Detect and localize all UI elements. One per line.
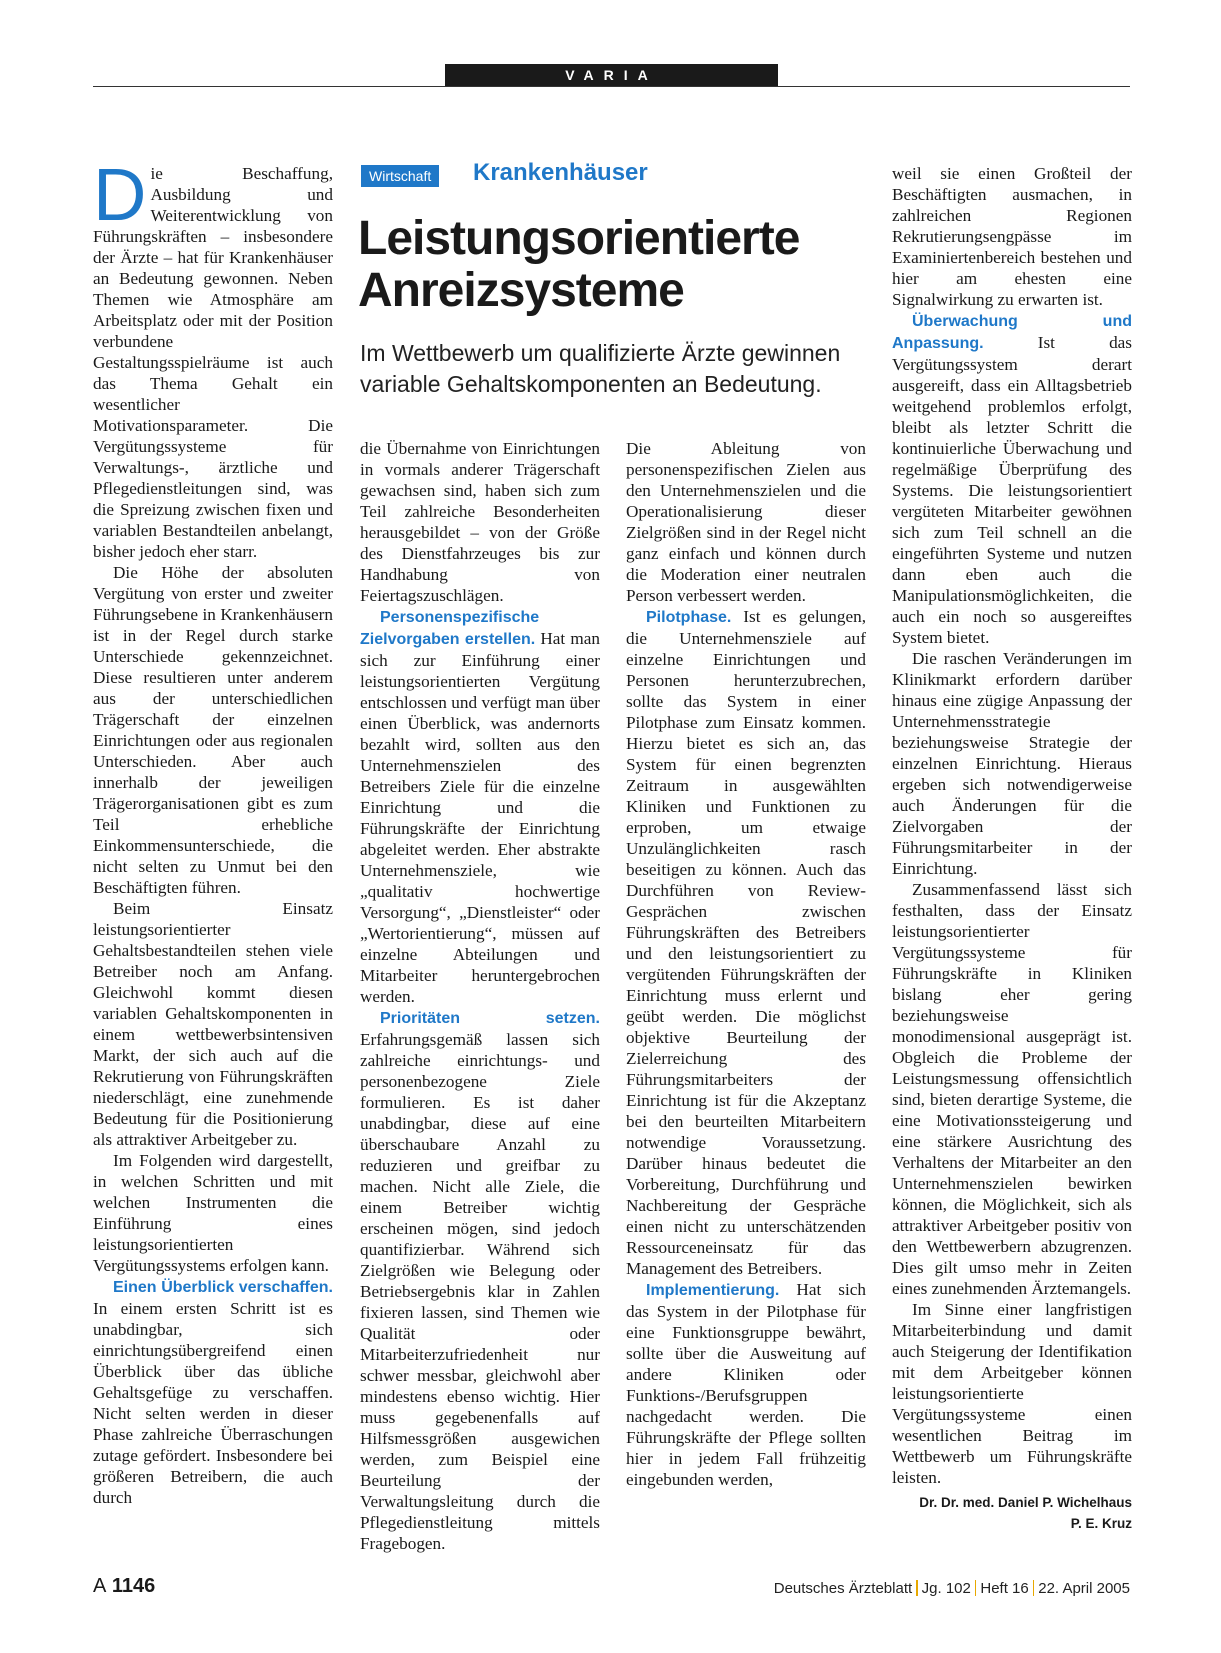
- paragraph: [93, 1276, 333, 1508]
- journal-name: Deutsches Ärzteblatt: [773, 1580, 913, 1597]
- header-rule: [93, 86, 1130, 87]
- paragraph: [360, 606, 600, 1007]
- separator: [916, 1580, 918, 1596]
- section-bar: VARIA: [445, 64, 778, 86]
- journal-issue: Heft 16: [980, 1580, 1029, 1597]
- paragraph: Im Sinne einer langfristigen Mitarbeiterbindung und damit auch Steigerung der Identifikation mit dem Arbeitgeber können leistungsorientierte Vergütungssysteme einen wesentlichen Beitrag im Wettbewerb um Führungskräfte leisten.: [892, 1300, 1132, 1487]
- title-line-1: Leistungsorientierte: [358, 212, 800, 265]
- paragraph-text: Ist es gelungen, die Unternehmensziele auf einzelne Einrichtungen und Personen herunterzubrechen, sollte das System in einer Pilotphase zum Einsatz kommen. Hierzu bietet es sich an, das System für einen begrenzten Zeitraum in ausgewählten Kliniken und Funktionen zu erproben, um etwaige Unzulänglichkeiten rasch beseitigen zu können. Auch das Durchführen von Review-Gesprächen zwischen Führungskräften des Betreibers und den leistungsorientiert zu vergütenden Führungskräften der Einrichtung muss erlernt und geübt werden. Die möglichst objektive Beurteilung der Zielerreichung des Führungsmitarbeiters der Einrichtung ist für die Akzeptanz bei den beurteilten Mitarbeitern notwendige Voraussetzung. Darüber hinaus bedeutet die Vorbereitung, Durchführung und Nachbereitung der Gespräche einen nicht zu unterschätzenden Ressourceneinsatz für das Management des Betreibers.: [626, 607, 866, 1278]
- page-number: [93, 1575, 155, 1598]
- subheading: Personenspezifische Zielvorgaben erstellen.: [360, 609, 540, 648]
- separator: [975, 1580, 977, 1596]
- paragraph: die Übernahme von Einrichtungen in vormals anderer Trägerschaft gewachsen sind, haben sich zum Teil zahlreiche Besonderheiten herausgebildet – von der Größe des Dienstfahrzeuges bis zur Handhabung von Feiertagszuschlägen.: [360, 439, 600, 605]
- author-name: Dr. Dr. med. Daniel P. Wichelhaus: [919, 1495, 1132, 1510]
- paragraph: Beim Einsatz leistungsorientierter Gehaltsbestandteilen stehen viele Betreiber noch am Anfang. Gleichwohl kommt diesen variablen Gehaltskomponenten in einem wettbewerbsintensiven Markt, der sich auch auf die Rekrutierung von Führungskräften niederschlägt, eine zunehmende Bedeutung für die Positionierung als attraktiver Arbeitgeber zu.: [93, 899, 333, 1149]
- text-column-4: [892, 163, 1132, 1534]
- subheading: Einen Überblick verschaffen.: [113, 1279, 333, 1296]
- paragraph-text: Erfahrungsgemäß lassen sich zahlreiche einrichtungs- und personenbezogene Ziele formulieren. Es ist daher unabdingbar, diese auf eine überschaubare Anzahl zu reduzieren und greifbar zu machen. Nicht alle Ziele, die einem Betreiber wichtig erscheinen mögen, sind jedoch quantifizierbar. Während sich Zielgrößen wie Belegung oder Betriebsergebnis klar in Zahlen fixieren lassen, sind Themen wie Qualität oder Mitarbeiterzufriedenheit nur schwer messbar, gleichwohl aber mindestens ebenso wichtig. Hier muss gegebenenfalls auf Hilfsmessgrößen ausgewichen werden, zum Beispiel eine Beurteilung der Verwaltungsleitung durch die Pflegedienstleitung mittels Fragebogen.: [360, 1030, 600, 1553]
- text-column-1: [93, 153, 333, 1508]
- text-column-3: [626, 438, 866, 1490]
- paragraph: [93, 153, 333, 562]
- title-line-2: Anreizsysteme: [358, 264, 684, 317]
- text-column-2: [360, 438, 600, 1554]
- article-title: [358, 213, 828, 317]
- article-lead: Im Wettbewerb um qualifizierte Ärzte gewinnen variable Gehaltskomponenten an Bedeutung.: [360, 340, 841, 397]
- paragraph-text: Hat sich das System in der Pilotphase für eine Funktionsgruppe bewährt, sollte über die Ausweitung auf andere Kliniken oder Funktions-/Berufsgruppen nachgedacht werden. Die Führungskräfte der Pflege sollten hier in jedem Fall frühzeitig eingebunden werden,: [626, 1280, 866, 1489]
- section-title: Krankenhäuser: [473, 159, 648, 186]
- paragraph: weil sie einen Großteil der Beschäftigten ausmachen, in zahlreichen Regionen Rekrutierungsengpässe im Examiniertenbereich bestehen und hier am ehesten eine Signalwirkung zu erwarten ist.: [892, 164, 1132, 309]
- page-prefix: A: [93, 1575, 107, 1597]
- paragraph-text: Ist das Vergütungssystem derart ausgereift, dass ein Alltagsbetrieb weitgehend problemlos erfolgt, bleibt als letzter Schritt die kontinuierliche Überwachung und regelmäßige Überprüfung des Systems. Die leistungsorientiert vergüteten Mitarbeiter gewöhnen sich zum Teil schnell an die eingeführten Systeme und nutzen dann eben auch die Manipulationsmöglichkeiten, die auch ein noch so ausgereiftes System bietet.: [892, 333, 1132, 647]
- paragraph: [626, 1279, 866, 1490]
- author-name: P. E. Kruz: [1070, 1516, 1132, 1531]
- paragraph: Die Höhe der absoluten Vergütung von erster und zweiter Führungsebene in Krankenhäusern ist in der Regel durch starke Unterschiede gekennzeichnet. Diese resultieren unter anderem aus der unterschiedlichen Trägerschaft der einzelnen Einrichtungen oder aus regionalen Unterschieden. Aber auch innerhalb der jeweiligen Trägerorganisationen gibt es zum Teil erhebliche Einkommensunterschiede, die nicht selten zu Unmut bei den Beschäftigten führen.: [93, 563, 333, 897]
- separator: [1033, 1580, 1035, 1596]
- subheading: Überwachung und Anpassung.: [892, 313, 1132, 352]
- journal-volume: Jg. 102: [921, 1580, 971, 1597]
- paragraph-text: In einem ersten Schritt ist es unabdingbar, sich einrichtungsübergreifend einen Überblick über das übliche Gehaltsgefüge zu verschaffen. Nicht selten werden in dieser Phase zahlreiche Überraschungen zutage gefördert. Insbesondere bei größeren Betreibern, die auch durch: [93, 1299, 333, 1507]
- paragraph-text: Hat man sich zur Einführung einer leistungsorientierten Vergütung entschlossen und verfügt man über einen Überblick, was andernorts bezahlt wird, sollten aus den Unternehmenszielen des Betreibers Ziele für die einzelne Einrichtung und die Führungskräfte der Einrichtung abgeleitet werden. Eher abstrakte Unternehmensziele, wie „qualitativ hochwertige Versorgung“, „Dienstleister“ oder „Wertorientierung“, müssen auf einzelne Abteilungen und Mitarbeiter heruntergebrochen werden.: [360, 629, 600, 1006]
- author-credit: [892, 1492, 1132, 1534]
- subheading: Implementierung.: [646, 1282, 780, 1299]
- category-tag: Wirtschaft: [361, 165, 439, 187]
- paragraph: Im Folgenden wird dargestellt, in welchen Schritten und mit welchen Instrumenten die Einführung eines leistungsorientierten Vergütungssystems erfolgen kann.: [93, 1151, 333, 1275]
- drop-cap: D: [93, 153, 147, 236]
- subheading: Pilotphase.: [646, 609, 732, 626]
- paragraph-text: ie Beschaffung, Ausbildung und Weiterentwicklung von Führungskräften – insbesondere der Ärzte – hat für Krankenhäuser an Bedeutung gewonnen. Neben Themen wie Atmosphäre am Arbeitsplatz oder mit der Position verbundene Gestaltungsspielräume ist auch das Thema Gehalt ein wesentlicher Motivationsparameter. Die Vergütungssysteme für Verwaltungs-, ärztliche und Pflegedienstleitungen sind, was die Spreizung zwischen fixen und variablen Bestandteilen anbelangt, bisher jedoch eher starr.: [93, 164, 333, 561]
- paragraph: Zusammenfassend lässt sich festhalten, dass der Einsatz leistungsorientierter Vergütungssysteme für Führungskräfte in Kliniken bislang eher gering beziehungsweise monodimensional ausgeprägt ist. Obgleich die Probleme der Leistungsmessung offensichtlich sind, bieten derartige Systeme, die eine Motivationssteigerung und eine stärkere Ausrichtung des Verhaltens der Mitarbeiter an den Unternehmenszielen bewirken können, die Möglichkeit, sich als attraktiver Arbeitgeber positiv von den Wettbewerbern abzugrenzen. Dies gilt umso mehr in Zeiten eines zunehmenden Ärztemangels.: [892, 880, 1132, 1298]
- subheading: Prioritäten setzen.: [380, 1010, 600, 1027]
- paragraph: Die Ableitung von personenspezifischen Zielen aus den Unternehmenszielen und die Operationalisierung dieser Zielgrößen sind in der Regel nicht ganz einfach und können durch die Moderation einer neutralen Person verbessert werden.: [626, 439, 866, 605]
- paragraph: [892, 310, 1132, 648]
- page-number-value: 1146: [111, 1575, 156, 1597]
- journal-date: 22. April 2005: [1038, 1580, 1130, 1597]
- journal-info: [774, 1580, 1130, 1597]
- paragraph: [626, 606, 866, 1279]
- paragraph: [360, 1007, 600, 1554]
- paragraph: Die raschen Veränderungen im Klinikmarkt erfordern darüber hinaus eine zügige Anpassung der Unternehmensstrategie beziehungsweise Strategie der einzelnen Einrichtung. Hieraus ergeben sich notwendigerweise auch Änderungen für die Zielvorgaben der Führungsmitarbeiter in der Einrichtung.: [892, 649, 1132, 878]
